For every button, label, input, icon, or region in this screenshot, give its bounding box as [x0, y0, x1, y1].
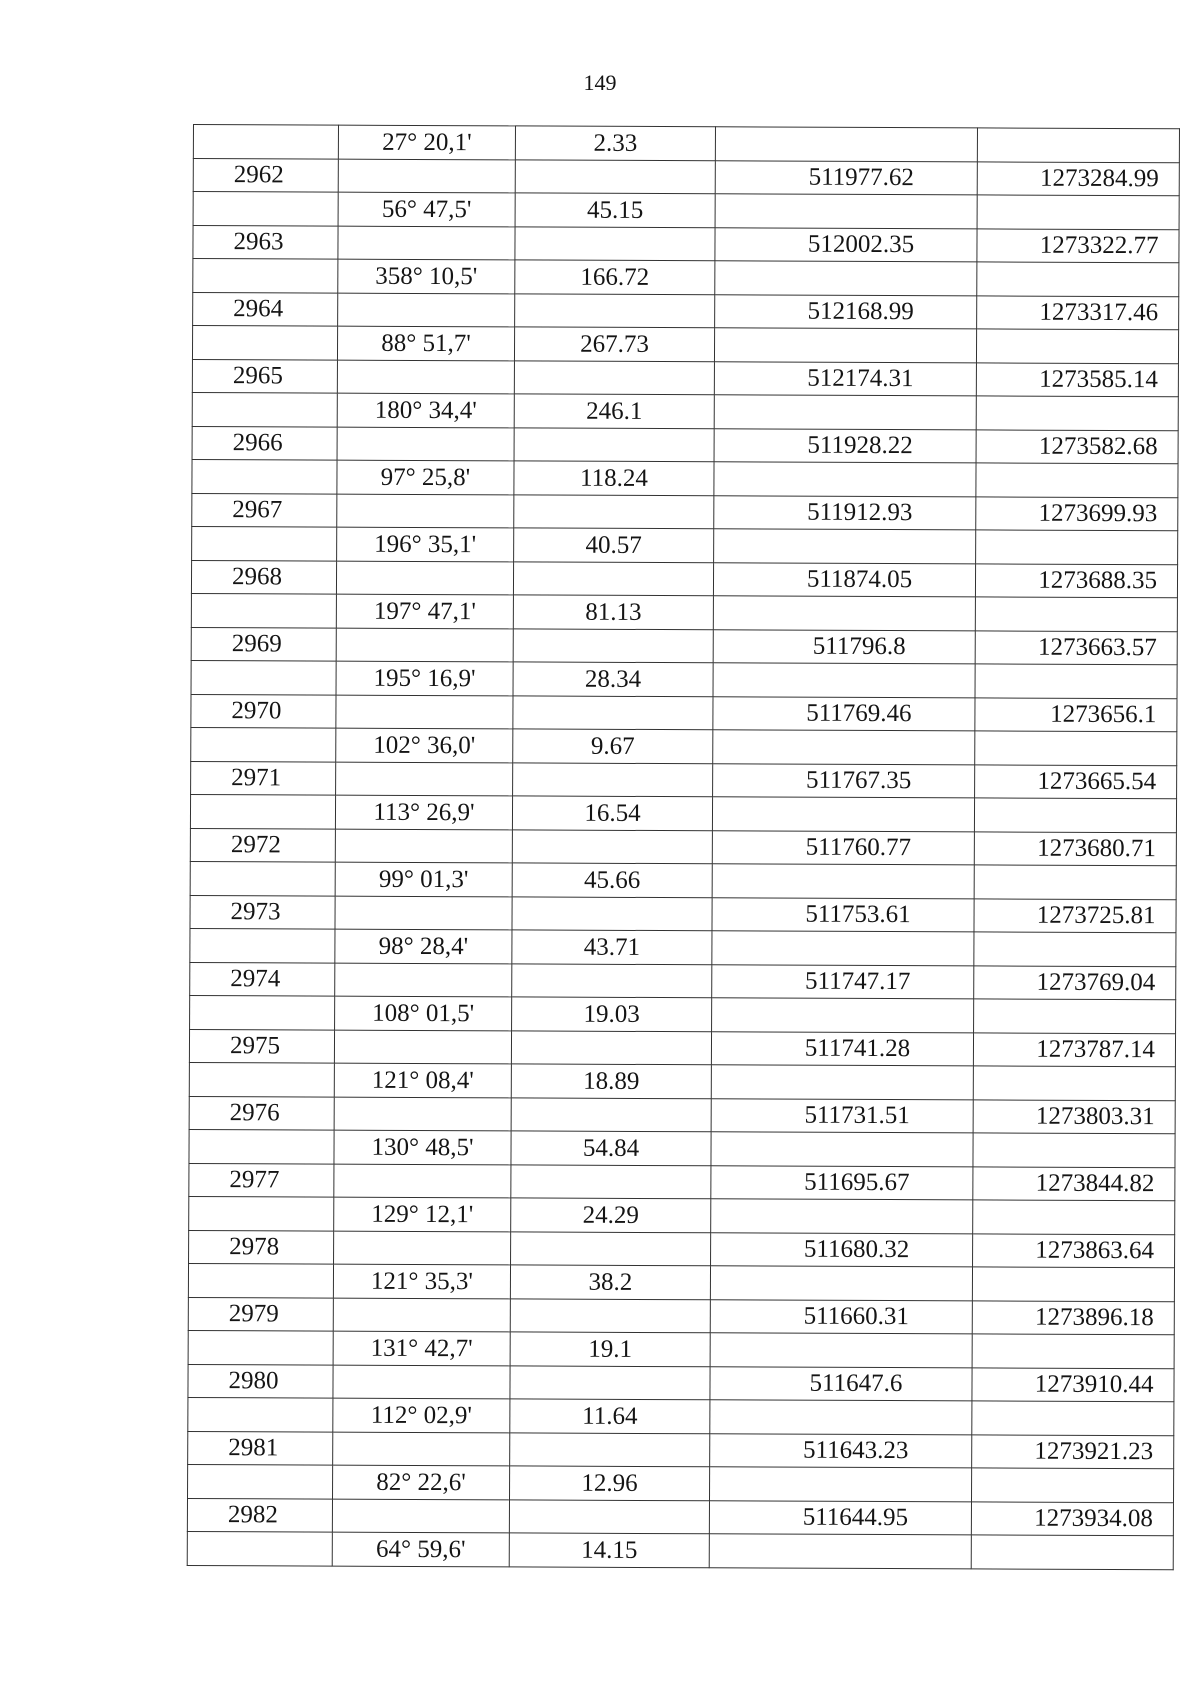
coordinate-y-cell: 1273665.54 — [975, 764, 1177, 798]
coordinate-y-cell: 1273803.31 — [973, 1099, 1175, 1133]
empty-cell — [515, 226, 715, 260]
empty-cell — [974, 798, 1176, 832]
segment-row — [193, 259, 1179, 297]
empty-cell — [513, 628, 713, 662]
empty-cell — [191, 660, 336, 694]
empty-cell — [710, 1333, 972, 1368]
empty-cell — [337, 494, 514, 528]
point-row — [189, 1029, 1175, 1067]
segment-row — [188, 1263, 1174, 1301]
empty-cell — [334, 1164, 511, 1198]
coordinate-x-cell: 511753.61 — [712, 897, 974, 932]
empty-cell — [975, 597, 1177, 631]
coordinate-y-cell: 1273656.1 — [975, 697, 1177, 731]
empty-cell — [191, 727, 336, 761]
empty-cell — [972, 1334, 1174, 1368]
point-row — [192, 493, 1178, 531]
point-row — [189, 1230, 1175, 1268]
empty-cell — [715, 127, 977, 162]
segment-row — [192, 326, 1178, 364]
point-number-cell: 2970 — [191, 694, 336, 728]
empty-cell — [971, 1535, 1173, 1569]
segment-length-cell: 19.03 — [512, 997, 712, 1031]
segment-row — [191, 593, 1177, 631]
empty-cell — [511, 1164, 711, 1198]
coordinate-x-cell: 511741.28 — [711, 1031, 973, 1066]
point-row — [188, 1297, 1174, 1335]
empty-cell — [511, 1097, 711, 1131]
empty-cell — [972, 1401, 1174, 1435]
empty-cell — [335, 963, 512, 997]
coordinate-y-cell: 1273322.77 — [977, 228, 1179, 262]
segment-row — [193, 125, 1179, 163]
empty-cell — [334, 1231, 511, 1265]
coordinates-table-body — [187, 125, 1179, 1570]
empty-cell — [976, 530, 1178, 564]
coordinate-y-cell: 1273317.46 — [977, 295, 1179, 329]
coordinate-x-cell: 511912.93 — [714, 495, 976, 530]
empty-cell — [972, 1267, 1174, 1301]
point-row — [191, 560, 1177, 598]
point-number-cell: 2981 — [188, 1431, 333, 1465]
empty-cell — [976, 463, 1178, 497]
empty-cell — [338, 159, 515, 193]
point-number-cell: 2973 — [190, 895, 335, 929]
segment-length-cell: 54.84 — [511, 1131, 711, 1165]
segment-row — [190, 861, 1176, 899]
segment-length-cell: 38.2 — [510, 1265, 710, 1299]
empty-cell — [710, 1266, 972, 1301]
segment-length-cell: 14.15 — [509, 1533, 709, 1567]
coordinate-y-cell: 1273896.18 — [972, 1300, 1174, 1334]
coordinate-y-cell: 1273699.93 — [976, 496, 1178, 530]
empty-cell — [192, 326, 337, 360]
segment-row — [190, 928, 1176, 966]
empty-cell — [509, 1499, 709, 1533]
segment-length-cell: 40.57 — [514, 528, 714, 562]
segment-row — [189, 1062, 1175, 1100]
empty-cell — [713, 730, 975, 765]
coordinate-x-cell: 512168.99 — [715, 294, 977, 329]
empty-cell — [712, 998, 974, 1033]
coordinate-y-cell: 1273585.14 — [976, 362, 1178, 396]
direction-angle-cell: 197° 47,1' — [336, 594, 513, 628]
segment-length-cell: 11.64 — [510, 1399, 710, 1433]
coordinate-y-cell: 1273725.81 — [974, 898, 1176, 932]
segment-length-cell: 118.24 — [514, 461, 714, 495]
empty-cell — [333, 1298, 510, 1332]
coordinate-x-cell: 511977.62 — [715, 160, 977, 195]
segment-length-cell: 45.66 — [512, 863, 712, 897]
coordinate-x-cell: 511796.8 — [713, 629, 975, 664]
empty-cell — [976, 329, 1178, 363]
segment-row — [190, 995, 1176, 1033]
empty-cell — [976, 396, 1178, 430]
segment-row — [193, 192, 1179, 230]
empty-cell — [332, 1499, 509, 1533]
empty-cell — [711, 1065, 973, 1100]
empty-cell — [515, 293, 715, 327]
direction-angle-cell: 195° 16,9' — [336, 661, 513, 695]
empty-cell — [188, 1330, 333, 1364]
empty-cell — [712, 797, 974, 832]
empty-cell — [511, 1030, 711, 1064]
empty-cell — [977, 262, 1179, 296]
segment-length-cell: 9.67 — [513, 729, 713, 763]
empty-cell — [336, 628, 513, 662]
coordinates-table — [187, 124, 1180, 1570]
segment-row — [188, 1330, 1174, 1368]
coordinate-y-cell: 1273921.23 — [972, 1434, 1174, 1468]
point-number-cell: 2979 — [188, 1297, 333, 1331]
coordinate-y-cell: 1273934.08 — [971, 1501, 1173, 1535]
coordinate-x-cell: 511647.6 — [710, 1366, 972, 1401]
empty-cell — [973, 1133, 1175, 1167]
coordinate-x-cell: 512174.31 — [714, 361, 976, 396]
coordinate-x-cell: 511731.51 — [711, 1098, 973, 1133]
empty-cell — [187, 1531, 332, 1565]
segment-length-cell: 43.71 — [512, 930, 712, 964]
segment-length-cell: 12.96 — [510, 1466, 710, 1500]
empty-cell — [191, 593, 336, 627]
coordinate-x-cell: 511874.05 — [713, 562, 975, 597]
empty-cell — [713, 596, 975, 631]
point-row — [189, 1163, 1175, 1201]
empty-cell — [334, 1030, 511, 1064]
empty-cell — [510, 1298, 710, 1332]
point-number-cell: 2982 — [187, 1498, 332, 1532]
empty-cell — [975, 731, 1177, 765]
segment-length-cell: 81.13 — [513, 595, 713, 629]
point-number-cell: 2974 — [190, 962, 335, 996]
coordinate-x-cell: 511769.46 — [713, 696, 975, 731]
segment-length-cell: 28.34 — [513, 662, 713, 696]
point-row — [191, 694, 1177, 732]
segment-row — [189, 1196, 1175, 1234]
direction-angle-cell: 121° 35,3' — [333, 1264, 510, 1298]
segment-length-cell: 166.72 — [515, 260, 715, 294]
empty-cell — [512, 896, 712, 930]
empty-cell — [333, 1365, 510, 1399]
point-number-cell: 2980 — [188, 1364, 333, 1398]
point-number-cell: 2976 — [189, 1096, 334, 1130]
empty-cell — [512, 829, 712, 863]
point-row — [190, 895, 1176, 933]
direction-angle-cell: 113° 26,9' — [335, 795, 512, 829]
direction-angle-cell: 180° 34,4' — [337, 393, 514, 427]
empty-cell — [193, 125, 338, 159]
point-row — [192, 426, 1178, 464]
coordinate-x-cell: 511767.35 — [713, 763, 975, 798]
direction-angle-cell: 98° 28,4' — [335, 929, 512, 963]
direction-angle-cell: 97° 25,8' — [337, 460, 514, 494]
segment-row — [192, 392, 1178, 430]
coordinate-y-cell: 1273680.71 — [974, 831, 1176, 865]
segment-row — [192, 526, 1178, 564]
empty-cell — [188, 1464, 333, 1498]
empty-cell — [333, 1432, 510, 1466]
point-number-cell: 2975 — [189, 1029, 334, 1063]
empty-cell — [514, 360, 714, 394]
empty-cell — [189, 1062, 334, 1096]
coordinate-x-cell: 511928.22 — [714, 428, 976, 463]
point-number-cell: 2967 — [192, 493, 337, 527]
direction-angle-cell: 131° 42,7' — [333, 1331, 510, 1365]
empty-cell — [714, 328, 976, 363]
coordinate-x-cell: 511644.95 — [709, 1500, 971, 1535]
empty-cell — [192, 526, 337, 560]
empty-cell — [189, 1129, 334, 1163]
segment-length-cell: 18.89 — [511, 1064, 711, 1098]
empty-cell — [714, 395, 976, 430]
empty-cell — [975, 664, 1177, 698]
empty-cell — [513, 561, 713, 595]
point-row — [190, 828, 1176, 866]
empty-cell — [514, 427, 714, 461]
empty-cell — [190, 928, 335, 962]
segment-length-cell: 24.29 — [511, 1198, 711, 1232]
empty-cell — [336, 695, 513, 729]
empty-cell — [190, 861, 335, 895]
empty-cell — [337, 360, 514, 394]
empty-cell — [335, 829, 512, 863]
empty-cell — [193, 259, 338, 293]
empty-cell — [712, 864, 974, 899]
coordinate-y-cell: 1273284.99 — [977, 161, 1179, 195]
empty-cell — [971, 1468, 1173, 1502]
direction-angle-cell: 129° 12,1' — [334, 1197, 511, 1231]
point-number-cell: 2963 — [193, 225, 338, 259]
direction-angle-cell: 108° 01,5' — [335, 996, 512, 1030]
empty-cell — [709, 1534, 971, 1569]
direction-angle-cell: 112° 02,9' — [333, 1398, 510, 1432]
segment-length-cell: 19.1 — [510, 1332, 710, 1366]
point-number-cell: 2969 — [191, 627, 336, 661]
point-number-cell: 2968 — [191, 560, 336, 594]
coordinate-x-cell: 511695.67 — [711, 1165, 973, 1200]
empty-cell — [513, 762, 713, 796]
empty-cell — [974, 865, 1176, 899]
coordinate-x-cell: 512002.35 — [715, 227, 977, 262]
empty-cell — [192, 459, 337, 493]
coordinate-y-cell: 1273863.64 — [973, 1233, 1175, 1267]
direction-angle-cell: 64° 59,6' — [332, 1532, 509, 1566]
coordinate-x-cell: 511747.17 — [712, 964, 974, 999]
empty-cell — [335, 896, 512, 930]
empty-cell — [190, 995, 335, 1029]
empty-cell — [188, 1397, 333, 1431]
coordinate-y-cell: 1273688.35 — [975, 563, 1177, 597]
empty-cell — [713, 663, 975, 698]
point-number-cell: 2972 — [190, 828, 335, 862]
direction-angle-cell: 358° 10,5' — [338, 259, 515, 293]
segment-row — [191, 727, 1177, 765]
empty-cell — [189, 1196, 334, 1230]
empty-cell — [715, 194, 977, 229]
empty-cell — [514, 494, 714, 528]
segment-length-cell: 267.73 — [514, 327, 714, 361]
empty-cell — [336, 561, 513, 595]
direction-angle-cell: 56° 47,5' — [338, 192, 515, 226]
empty-cell — [977, 195, 1179, 229]
direction-angle-cell: 82° 22,6' — [333, 1465, 510, 1499]
point-number-cell: 2964 — [193, 292, 338, 326]
empty-cell — [974, 932, 1176, 966]
point-number-cell: 2965 — [192, 359, 337, 393]
empty-cell — [338, 226, 515, 260]
coordinate-x-cell: 511643.23 — [710, 1433, 972, 1468]
coordinate-y-cell: 1273910.44 — [972, 1367, 1174, 1401]
empty-cell — [510, 1432, 710, 1466]
empty-cell — [337, 427, 514, 461]
empty-cell — [190, 794, 335, 828]
empty-cell — [515, 159, 715, 193]
segment-row — [188, 1464, 1174, 1502]
empty-cell — [977, 128, 1179, 162]
empty-cell — [192, 392, 337, 426]
point-row — [188, 1431, 1174, 1469]
page-number: 149 — [583, 70, 617, 95]
segment-length-cell: 246.1 — [514, 394, 714, 428]
empty-cell — [711, 1132, 973, 1167]
empty-cell — [712, 931, 974, 966]
empty-cell — [188, 1263, 333, 1297]
empty-cell — [510, 1365, 710, 1399]
segment-row — [187, 1531, 1173, 1569]
point-row — [191, 627, 1177, 665]
coordinate-y-cell: 1273787.14 — [973, 1032, 1175, 1066]
direction-angle-cell: 102° 36,0' — [336, 728, 513, 762]
empty-cell — [973, 1066, 1175, 1100]
point-row — [189, 1096, 1175, 1134]
empty-cell — [193, 192, 338, 226]
empty-cell — [336, 762, 513, 796]
direction-angle-cell: 88° 51,7' — [337, 326, 514, 360]
point-row — [192, 359, 1178, 397]
empty-cell — [715, 261, 977, 296]
empty-cell — [334, 1097, 511, 1131]
coordinate-y-cell: 1273663.57 — [975, 630, 1177, 664]
coordinate-y-cell: 1273582.68 — [976, 429, 1178, 463]
point-row — [193, 292, 1179, 330]
segment-row — [191, 660, 1177, 698]
point-row — [187, 1498, 1173, 1536]
empty-cell — [709, 1467, 971, 1502]
point-number-cell: 2971 — [191, 761, 336, 795]
point-row — [188, 1364, 1174, 1402]
coordinate-x-cell: 511660.31 — [710, 1299, 972, 1334]
direction-angle-cell: 27° 20,1' — [338, 125, 515, 159]
empty-cell — [511, 1231, 711, 1265]
empty-cell — [974, 999, 1176, 1033]
segment-row — [190, 794, 1176, 832]
empty-cell — [710, 1400, 972, 1435]
direction-angle-cell: 121° 08,4' — [334, 1063, 511, 1097]
empty-cell — [338, 293, 515, 327]
point-number-cell: 2966 — [192, 426, 337, 460]
point-row — [193, 158, 1179, 196]
segment-length-cell: 2.33 — [515, 126, 715, 160]
coordinate-x-cell: 511680.32 — [711, 1232, 973, 1267]
point-row — [190, 962, 1176, 1000]
direction-angle-cell: 99° 01,3' — [335, 862, 512, 896]
empty-cell — [513, 695, 713, 729]
direction-angle-cell: 196° 35,1' — [337, 527, 514, 561]
coordinate-y-cell: 1273769.04 — [974, 965, 1176, 999]
segment-row — [192, 459, 1178, 497]
empty-cell — [512, 963, 712, 997]
direction-angle-cell: 130° 48,5' — [334, 1130, 511, 1164]
segment-length-cell: 16.54 — [512, 796, 712, 830]
empty-cell — [711, 1199, 973, 1234]
segment-row — [188, 1397, 1174, 1435]
coordinate-y-cell: 1273844.82 — [973, 1166, 1175, 1200]
segment-length-cell: 45.15 — [515, 193, 715, 227]
empty-cell — [714, 462, 976, 497]
coordinate-x-cell: 511760.77 — [712, 830, 974, 865]
point-number-cell: 2962 — [193, 158, 338, 192]
point-number-cell: 2977 — [189, 1163, 334, 1197]
segment-row — [189, 1129, 1175, 1167]
empty-cell — [973, 1200, 1175, 1234]
point-row — [191, 761, 1177, 799]
empty-cell — [714, 529, 976, 564]
point-row — [193, 225, 1179, 263]
point-number-cell: 2978 — [189, 1230, 334, 1264]
